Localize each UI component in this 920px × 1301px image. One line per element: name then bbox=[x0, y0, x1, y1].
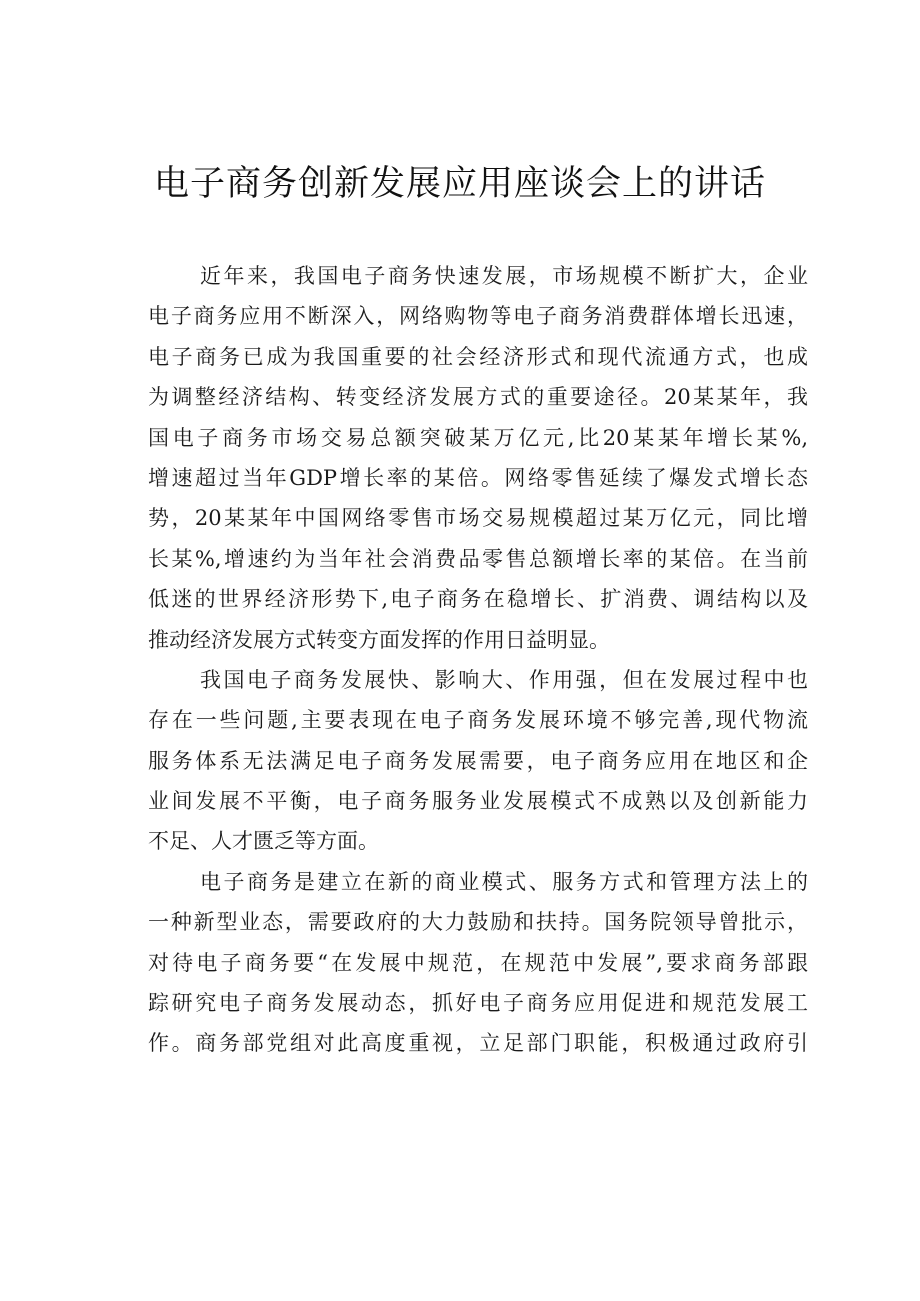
paragraph-3-line-2: 一种新型业态，需要政府的大力鼓励和扶持。国务院领导曾批示， bbox=[148, 910, 808, 935]
paragraph-2-line-1: 我国电子商务发展快、影响大、作用强，但在发展过程中也 bbox=[200, 667, 808, 692]
paragraph-3-line-4: 踪研究电子商务发展动态，抓好电子商务应用促进和规范发展工 bbox=[148, 991, 808, 1016]
paragraph-1-line-6: 增速超过当年GDP增长率的某倍。网络零售延续了爆发式增长态 bbox=[148, 465, 808, 490]
paragraph-3-line-3: 对待电子商务要“在发展中规范，在规范中发展”,要求商务部跟 bbox=[148, 950, 808, 975]
paragraph-1-line-5: 国电子商务市场交易总额突破某万亿元,比20某某年增长某%, bbox=[148, 425, 808, 450]
paragraph-1-line-8: 长某%,增速约为当年社会消费品零售总额增长率的某倍。在当前 bbox=[148, 546, 808, 571]
paragraph-1-line-10: 推动经济发展方式转变方面发挥的作用日益明显。 bbox=[148, 627, 610, 652]
paragraph-1-line-2: 电子商务应用不断深入，网络购物等电子商务消费群体增长迅速， bbox=[148, 304, 808, 329]
paragraph-1-line-7: 势，20某某年中国网络零售市场交易规模超过某万亿元，同比增 bbox=[148, 506, 808, 531]
paragraph-2-line-3: 服务体系无法满足电子商务发展需要，电子商务应用在地区和企 bbox=[148, 748, 808, 773]
document-title: 电子商务创新发展应用座谈会上的讲话 bbox=[153, 164, 766, 204]
paragraph-3-line-5: 作。商务部党组对此高度重视，立足部门职能，积极通过政府引 bbox=[148, 1031, 808, 1056]
paragraph-2-line-2: 存在一些问题,主要表现在电子商务发展环境不够完善,现代物流 bbox=[148, 708, 808, 733]
paragraph-2-line-4: 业间发展不平衡，电子商务服务业发展模式不成熟以及创新能力 bbox=[148, 789, 808, 814]
paragraph-1-line-1: 近年来，我国电子商务快速发展，市场规模不断扩大，企业 bbox=[200, 264, 808, 288]
paragraph-1-line-4: 为调整经济结构、转变经济发展方式的重要途径。20某某年，我 bbox=[148, 385, 808, 410]
paragraph-1-line-3: 电子商务已成为我国重要的社会经济形式和现代流通方式，也成 bbox=[148, 344, 808, 369]
paragraph-2-line-5: 不足、人才匮乏等方面。 bbox=[148, 829, 379, 854]
paragraph-1-line-9: 低迷的世界经济形势下,电子商务在稳增长、扩消费、调结构以及 bbox=[148, 587, 808, 612]
paragraph-3-line-1: 电子商务是建立在新的商业模式、服务方式和管理方法上的 bbox=[200, 869, 808, 894]
document-body bbox=[148, 256, 808, 1064]
